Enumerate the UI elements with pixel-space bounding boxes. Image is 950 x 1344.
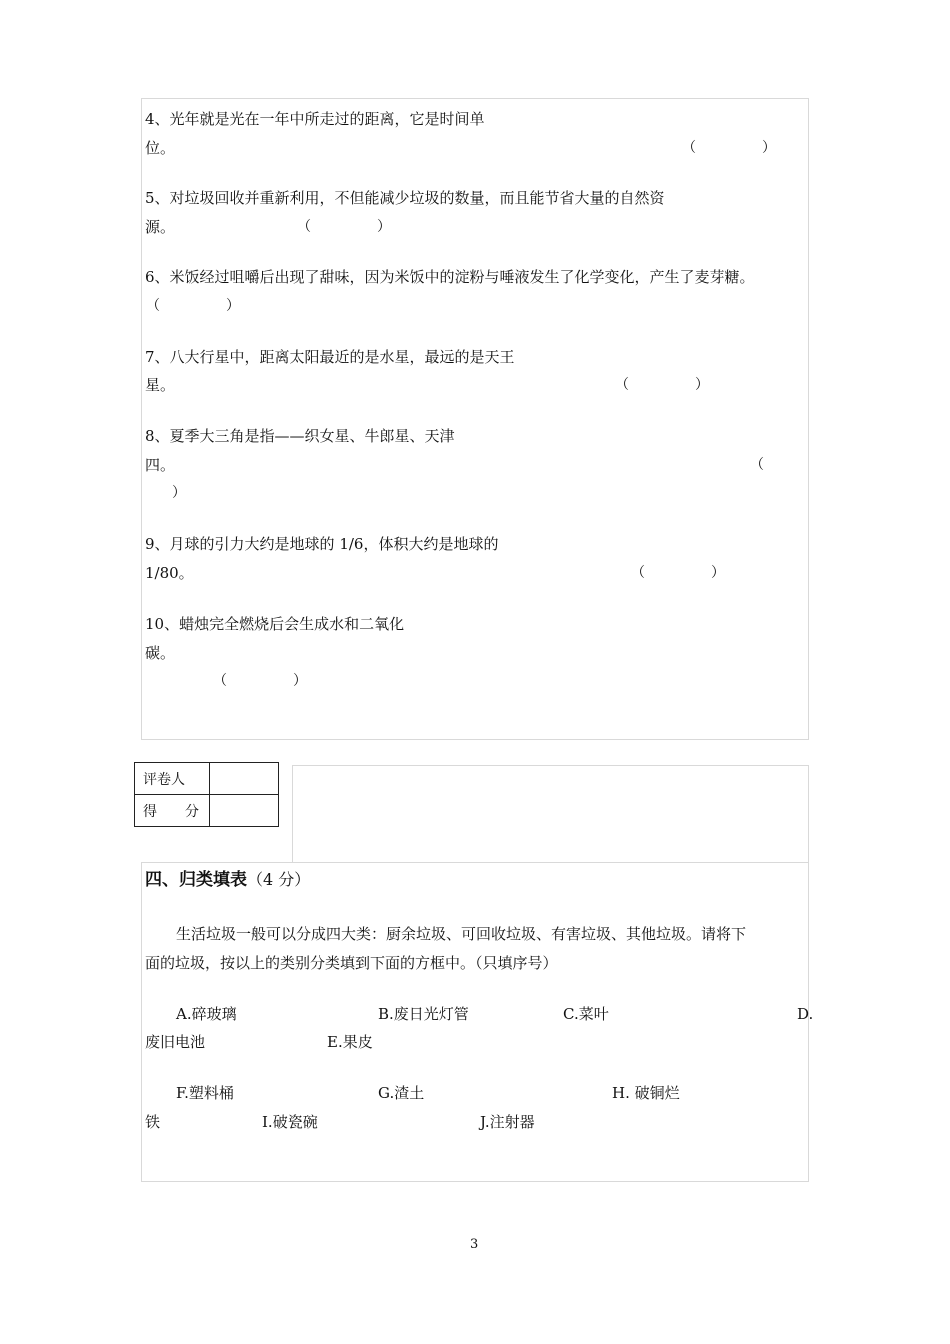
item-b: B.废日光灯管 <box>378 1005 469 1023</box>
question-6-line1: 6、米饭经过咀嚼后出现了甜味，因为米饭中的淀粉与唾液发生了化学变化，产生了麦芽糖。 <box>145 268 755 286</box>
item-d: 废旧电池 <box>145 1033 206 1051</box>
page-number: 3 <box>470 1237 479 1252</box>
score-label: 得 分 <box>135 795 210 827</box>
question-8-line1: 8、夏季大三角是指——织女星、牛郎星、天津 <box>145 427 455 445</box>
question-10-line1: 10、蜡烛完全燃烧后会生成水和二氧化 <box>145 615 405 633</box>
answer-paren-close: ） <box>226 298 240 314</box>
item-g: G.渣土 <box>378 1084 425 1102</box>
section4-frame <box>141 862 809 1182</box>
question-9-line2: 1/80。 <box>145 564 194 582</box>
answer-paren-open: （ <box>750 457 764 473</box>
item-h-rest: 铁 <box>145 1113 161 1131</box>
answer-paren-close: ） <box>172 485 186 501</box>
item-a: A.碎玻璃 <box>176 1005 237 1023</box>
item-d-prefix: D. <box>797 1005 814 1023</box>
answer-paren-close: ） <box>762 140 776 156</box>
question-8-line2: 四。 <box>145 456 176 474</box>
answer-paren-close: ） <box>377 219 391 235</box>
answer-paren-open: （ <box>297 219 311 235</box>
item-c: C.菜叶 <box>563 1005 609 1023</box>
grader-field[interactable] <box>210 763 279 795</box>
item-e: E.果皮 <box>327 1033 373 1051</box>
section4-heading <box>145 870 310 890</box>
section4-points: （4 分） <box>247 870 311 889</box>
answer-paren-close: ） <box>695 377 709 393</box>
question-4-line1: 4、光年就是光在一年中所走过的距离，它是时间单 <box>145 110 485 128</box>
grader-label: 评卷人 <box>135 763 210 795</box>
section4-instruction-line1: 生活垃圾一般可以分成四大类：厨余垃圾、可回收垃圾、有害垃圾、其他垃圾。请将下 <box>176 925 747 943</box>
answer-paren-close: ） <box>711 565 725 581</box>
item-h: H. 破铜烂 <box>612 1084 680 1102</box>
question-9-line1: 9、月球的引力大约是地球的 1/6，体积大约是地球的 <box>145 535 499 553</box>
question-5-line1: 5、对垃圾回收并重新利用，不但能减少垃圾的数量，而且能节省大量的自然资 <box>145 189 665 207</box>
answer-paren-open: （ <box>631 565 645 581</box>
question-5-line2: 源。 <box>145 218 176 236</box>
answer-paren-open: （ <box>615 377 629 393</box>
question-10-line2: 碳。 <box>145 644 176 662</box>
answer-paren-open: （ <box>682 140 696 156</box>
section4-header-frame <box>292 765 809 863</box>
item-i: I.破瓷碗 <box>262 1113 318 1131</box>
answer-paren-open: （ <box>146 298 160 314</box>
item-j: J.注射器 <box>480 1113 535 1131</box>
answer-paren-open: （ <box>213 673 227 689</box>
question-7-line2: 星。 <box>145 376 176 394</box>
score-field[interactable] <box>210 795 279 827</box>
answer-paren-close: ） <box>293 673 307 689</box>
item-f: F.塑料桶 <box>176 1084 234 1102</box>
question-4-line2: 位。 <box>145 139 176 157</box>
section4-instruction-line2: 面的垃圾，按以上的类别分类填到下面的方框中。（只填序号） <box>145 954 558 972</box>
score-table <box>134 762 279 827</box>
question-7-line1: 7、八大行星中，距离太阳最近的是水星，最远的是天王 <box>145 348 515 366</box>
section4-title: 四、归类填表 <box>145 870 247 890</box>
